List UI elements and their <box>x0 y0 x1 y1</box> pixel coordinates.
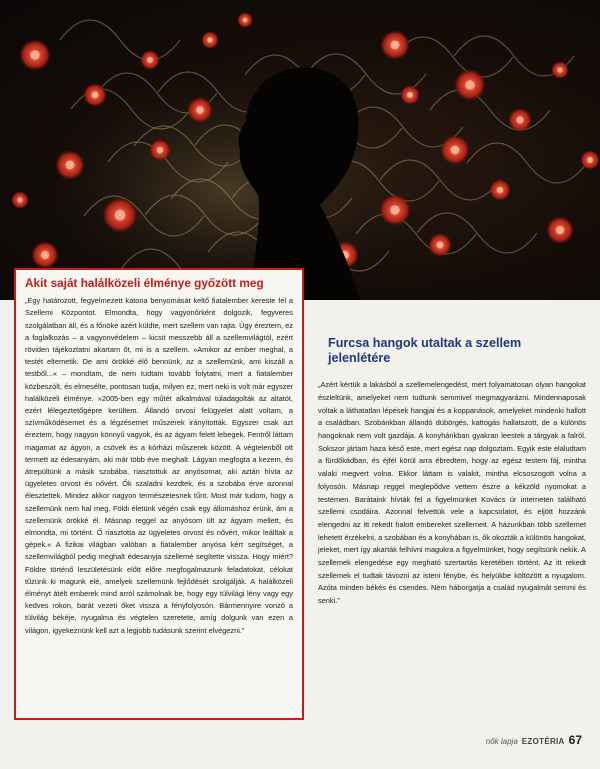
flower-decoration <box>140 50 160 70</box>
flower-decoration <box>440 135 470 165</box>
silhouette-illustration <box>0 0 600 300</box>
flower-decoration <box>83 83 107 107</box>
section-name: EZOTÉRIA <box>521 737 565 746</box>
page-footer <box>486 733 582 747</box>
magazine-name: nők lapja <box>485 737 518 746</box>
flower-decoration <box>237 12 253 28</box>
swirl-decoration <box>430 90 550 130</box>
header-photo <box>0 0 600 300</box>
flower-decoration <box>580 150 600 170</box>
flower-decoration <box>489 179 511 201</box>
swirl-decoration <box>467 143 587 183</box>
flower-decoration <box>508 108 532 132</box>
main-article <box>318 336 586 608</box>
flower-decoration <box>187 97 213 123</box>
flower-decoration <box>551 61 569 79</box>
article-title: Furcsa hangok utaltak a szellem jelenlétére <box>328 336 522 366</box>
flower-decoration <box>454 69 486 101</box>
flower-decoration <box>102 197 138 233</box>
flower-decoration <box>19 39 51 71</box>
swirl-decoration <box>393 37 513 77</box>
box-body-text: „Egy határozott, fegyelmezett katona benyomását keltő fiatalember kereste fel a Szellemi Központot. Elmondta, hogy vagyonőrként dolgozik, fegyveres szolgálatban áll, és a főnöke azért küldte, mert szellem van rajta. Úgy éreztem, ez a foglalkozás – a vagyonvédelem – kicsit messzebb áll a szellemvilágtól, ezért röviden tájékoztatni akartam őt, mi is a szellem. »Amikor az ember meghal, a testét eltemetik. De ami örökké élő bennünk, az a szellemünk, ami kiszáll a testből...« – mondtam, de nem tudtam tovább folytatni, mert a fiatalember közbeszólt, és elmesélte, pontosan tudja, milyen ez, mert neki is volt már egyszer halálközeli élménye. »2005-ben egy műtét alkalmával túladagolták az altatót, ezért lélegeztetőgépre kerültem. Állandó orvosi felügyelet alatt voltam, a szívműködésemet és a légzésemet műszerek irányították. Egyszer csak azt éreztem, hogy nagyon könnyű vagyok, és az ágyam felett lebegek. Fentről láttam magamat az ágyon, a csövek és a kórházi műszerek között. A végtelenből ott termett az édesanyám, aki már több éve meghalt. Lágyan megfogta a kezem, és átrepültünk a másik szobába, riasztottuk az anyósomat, aki aztán hívta az ügyeletes orvost és nővért. Ők szaladni kezdtek, és a szobába érve azonnal élesztettek. Mindez akkor nagyon természetesnek tűnt. Most már tudom, hogy a szellemünk nem hal meg. Földi életünk végén csak egy állomáshoz érünk, ám a szellemünk örökké él. Másnap reggel az anyósom ült az ágyam mellett, és elmondta, mi történt. Ő riasztotta az ügyeletes orvost és nővért, mikor leálltak a gépek.« A fizikai világban valóban a fiatalember anyósa kért segítséget, a szellemvilágból pedig meghalt édesanyja szellemé segítette vissza. Hogy miért? Földre történő leszületésünk előtt előre megfogalmazunk feladatokat, célokat tűzünk ki magunk elé, amelyek szellemünk fejlődését szolgálják. A halálközeli élményt átélt emberek mind arról számolnak be, hogy egy túlvilági lény vagy egy kedves rokon, barát vezeti őket vissza a fényfolyosón. Bármennyire vonzó a túlvilág békéje, nyugalma és végtelen szeretete, amíg dolgunk van ezen a világon, igyekeznünk kell azt a legjobb tudásunk szerint elvégezni.” <box>25 296 293 635</box>
swirl-decoration <box>60 20 180 60</box>
flower-decoration <box>379 194 411 226</box>
flower-decoration <box>400 85 420 105</box>
flower-decoration <box>546 216 574 244</box>
flower-decoration <box>31 241 59 269</box>
page-number: 67 <box>568 733 582 747</box>
flower-decoration <box>428 233 452 257</box>
article-body-text: „Azért kértük a lakásból a szellemelengedést, mert folyamatosan olyan hangokat észleltünk, amelyeket nem tudtunk semmivel megmagyarázni. Mindennaposak voltak a láthatatlan lépések hangjai és a koppanások, amelyeket mindenki hallott a családban. Szobánkban állandó dübörgés, kattogás hallatszott, de a különös hangoknak nem volt gazdája. A konyhánkban gyakran leestek a tárgyak a falról. Sokszor jártam haza késő este, mert egész nap dolgoztam. Egyik este elaludtam a fürdőkádban, és éjfél körül arra ébredtem, hogy az egész testem fáj, mintha valaki megvert volna. Ekkor láttam is valakit, mintha elcsoszogott volna a folyosón. Másnap reggel meglepődve vettem észre a kékzöld nyomokat a testemen. Barátaink hívták fel a figyelmünket Kovács úr interneten található szellemi csodáira. Azonnal felvettük vele a kapcsolatot, és eljött hozzánk elengedni az itt rekedt halott embereket szellemeit. A házunkban több szellemet lehetett érzékelni, a szobában és a konyhában is, ők okozták a különös hangokat, jeleket, mert így akarták felhívni magukra a figyelmünket, hogy segítsünk nekik. A szellemek elengedése egy megható szertartás keretében történt. Az itt rekedt szellemek el tudtak távozni az isteni fénybe, és helyükbe költözött a nyugalom. Azóta minden békés és csendes. Nem háborgatja a család nyugalmát semmi és senki.” <box>318 380 586 606</box>
sidebar-article-box <box>14 268 304 720</box>
flower-decoration <box>149 139 171 161</box>
flower-decoration <box>55 150 85 180</box>
flower-decoration <box>380 30 410 60</box>
box-title: Akit saját halálközeli élménye győzött meg <box>25 276 264 290</box>
flower-decoration <box>201 31 219 49</box>
flower-decoration <box>11 191 29 209</box>
